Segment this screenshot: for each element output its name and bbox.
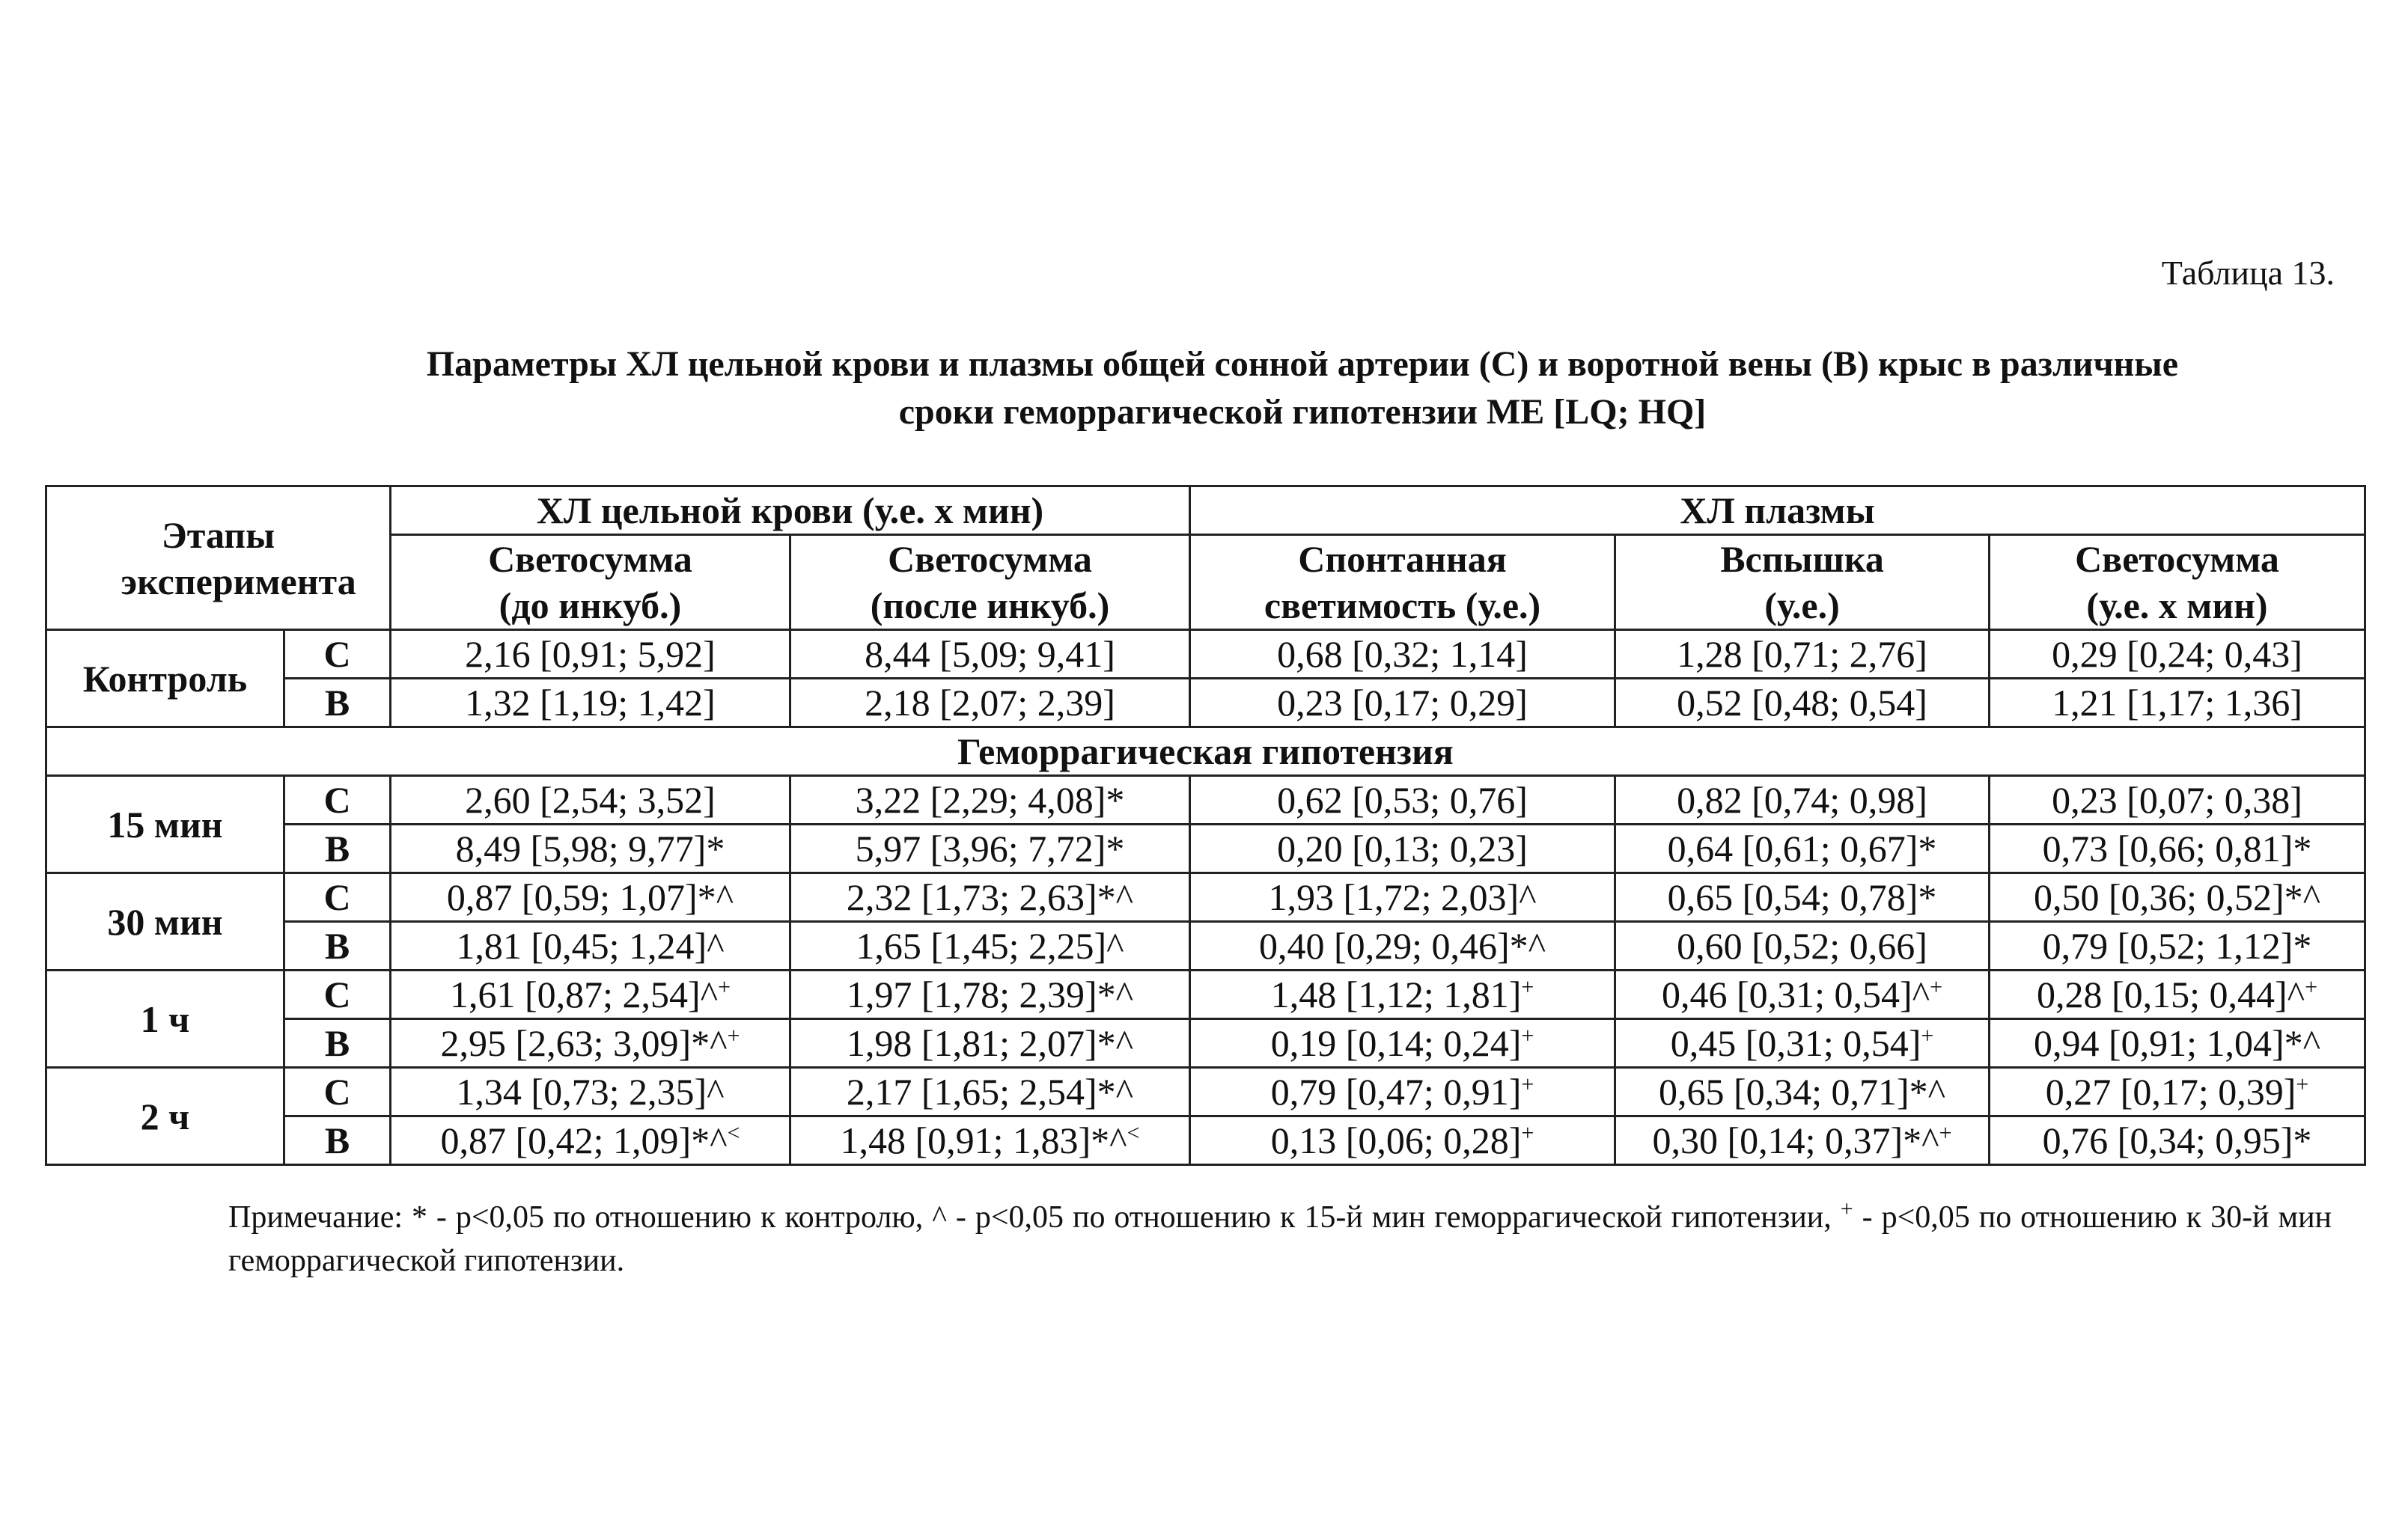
- blood-group-header: ХЛ цельной крови (у.е. х мин): [391, 486, 1190, 535]
- table-row: [46, 971, 2365, 1019]
- cell-value: 0,60 [0,52; 0,66]: [1677, 925, 1927, 967]
- value-cell: 1,32 [1,19; 1,42]: [391, 679, 790, 727]
- col-header-4: Вспышка (у.е.): [1615, 535, 1990, 630]
- value-cell: [1615, 1068, 1990, 1116]
- value-cell: [1990, 873, 2365, 922]
- cell-value: 0,76 [0,34; 0,95]*: [2042, 1119, 2312, 1161]
- cell-superscript: +: [2305, 974, 2318, 1000]
- stage-label: Контроль: [46, 630, 284, 727]
- cell-superscript: <: [1127, 1120, 1140, 1146]
- value-cell: [1190, 1068, 1615, 1116]
- value-cell: 0,29 [0,24; 0,43]: [1990, 630, 2365, 679]
- cell-value: 2,95 [2,63; 3,09]*^: [440, 1022, 728, 1064]
- value-cell: [1190, 873, 1615, 922]
- stage-label: 1 ч: [46, 971, 284, 1068]
- cell-value: 0,27 [0,17; 0,39]: [2045, 1071, 2296, 1113]
- cell-value: 1,65 [1,45; 2,25]^: [856, 925, 1124, 967]
- vessel-label: В: [284, 1019, 391, 1068]
- table-row: [46, 1116, 2365, 1165]
- cell-superscript: <: [727, 1120, 740, 1146]
- value-cell: [1990, 1019, 2365, 1068]
- cell-value: 0,28 [0,15; 0,44]^: [2036, 974, 2305, 1015]
- cell-value: 0,73 [0,66; 0,81]*: [2042, 828, 2312, 870]
- value-cell: [1190, 922, 1615, 971]
- value-cell: [790, 1068, 1190, 1116]
- cell-superscript: +: [1921, 1023, 1934, 1048]
- value-cell: [1615, 1116, 1990, 1165]
- cell-superscript: +: [1521, 974, 1534, 1000]
- cell-value: 1,97 [1,78; 2,39]*^: [846, 974, 1134, 1015]
- col-header-1: Светосумма (до инкуб.): [391, 535, 790, 630]
- cell-value: 1,61 [0,87; 2,54]^: [449, 974, 719, 1015]
- value-cell: 1,21 [1,17; 1,36]: [1990, 679, 2365, 727]
- cell-value: 0,64 [0,61; 0,67]*: [1667, 828, 1937, 870]
- cell-value: 0,45 [0,31; 0,54]: [1670, 1022, 1921, 1064]
- section-row: [46, 727, 2365, 776]
- value-cell: [790, 971, 1190, 1019]
- value-cell: 0,23 [0,17; 0,29]: [1190, 679, 1615, 727]
- table-row: [46, 825, 2365, 873]
- value-cell: [1190, 1116, 1615, 1165]
- value-cell: [391, 1116, 790, 1165]
- cell-superscript: +: [1521, 1120, 1534, 1146]
- value-cell: [1615, 1019, 1990, 1068]
- header-row-2: [46, 535, 2365, 630]
- value-cell: [391, 1068, 790, 1116]
- cell-value: 0,13 [0,06; 0,28]: [1270, 1119, 1522, 1161]
- cell-value: 0,79 [0,47; 0,91]: [1270, 1071, 1522, 1113]
- cell-value: 1,48 [1,12; 1,81]: [1270, 974, 1522, 1015]
- cell-value: 3,22 [2,29; 4,08]*: [855, 779, 1125, 821]
- value-cell: [1615, 825, 1990, 873]
- value-cell: [1615, 776, 1990, 825]
- value-cell: [1615, 873, 1990, 922]
- cell-value: 1,93 [1,72; 2,03]^: [1268, 876, 1537, 918]
- note-text-2: - р<0,05 по отношению к 30-й мин геморрагической гипотензии.: [228, 1200, 2332, 1278]
- table-title: [292, 340, 2313, 436]
- cell-value: 0,65 [0,54; 0,78]*: [1667, 876, 1937, 918]
- value-cell: [1990, 825, 2365, 873]
- value-cell: [391, 1019, 790, 1068]
- value-cell: [1990, 922, 2365, 971]
- value-cell: 2,16 [0,91; 5,92]: [391, 630, 790, 679]
- value-cell: [1990, 1068, 2365, 1116]
- note-superscript: +: [1840, 1197, 1853, 1221]
- table-row: [46, 873, 2365, 922]
- vessel-label: В: [284, 825, 391, 873]
- table-row: [46, 630, 2365, 679]
- table-note: [228, 1196, 2332, 1283]
- col-header-3: Спонтанная светимость (у.е.): [1190, 535, 1615, 630]
- value-cell: [1190, 971, 1615, 1019]
- value-cell: [790, 776, 1190, 825]
- cell-value: 0,30 [0,14; 0,37]*^: [1652, 1119, 1939, 1161]
- vessel-label: В: [284, 922, 391, 971]
- vessel-label: С: [284, 1068, 391, 1116]
- vessel-label: С: [284, 971, 391, 1019]
- cell-value: 0,94 [0,91; 1,04]*^: [2033, 1022, 2321, 1064]
- value-cell: [790, 873, 1190, 922]
- table-title-line2: сроки геморрагической гипотензии МЕ [LQ; HQ]: [898, 392, 1707, 432]
- value-cell: 1,28 [0,71; 2,76]: [1615, 630, 1990, 679]
- stage-label: 15 мин: [46, 776, 284, 873]
- cell-value: 0,46 [0,31; 0,54]^: [1661, 974, 1930, 1015]
- value-cell: [391, 971, 790, 1019]
- table-title-line1: Параметры ХЛ цельной крови и плазмы общей сонной артерии (С) и воротной вены (В) крыс в различные: [426, 344, 2179, 384]
- cell-value: 2,60 [2,54; 3,52]: [465, 779, 716, 821]
- value-cell: [1190, 776, 1615, 825]
- value-cell: [1190, 1019, 1615, 1068]
- data-table: [45, 485, 2366, 1166]
- vessel-label: В: [284, 1116, 391, 1165]
- cell-superscript: +: [1930, 974, 1943, 1000]
- cell-value: 2,32 [1,73; 2,63]*^: [846, 876, 1134, 918]
- table-row: [46, 679, 2365, 727]
- value-cell: [790, 1116, 1190, 1165]
- cell-value: 0,65 [0,34; 0,71]*^: [1658, 1071, 1946, 1113]
- cell-value: 0,50 [0,36; 0,52]*^: [2033, 876, 2321, 918]
- value-cell: [1615, 922, 1990, 971]
- value-cell: [391, 873, 790, 922]
- cell-value: 8,49 [5,98; 9,77]*: [455, 828, 725, 870]
- value-cell: 0,68 [0,32; 1,14]: [1190, 630, 1615, 679]
- table-row: [46, 922, 2365, 971]
- col-header-2: Светосумма (после инкуб.): [790, 535, 1190, 630]
- value-cell: [790, 825, 1190, 873]
- vessel-label: С: [284, 630, 391, 679]
- cell-value: 0,79 [0,52; 1,12]*: [2042, 925, 2312, 967]
- value-cell: 8,44 [5,09; 9,41]: [790, 630, 1190, 679]
- table-row: [46, 1019, 2365, 1068]
- cell-value: 0,19 [0,14; 0,24]: [1270, 1022, 1522, 1064]
- cell-value: 0,87 [0,42; 1,09]*^: [440, 1119, 728, 1161]
- cell-superscript: +: [2296, 1072, 2309, 1097]
- value-cell: [391, 825, 790, 873]
- value-cell: [1990, 1116, 2365, 1165]
- cell-superscript: +: [718, 974, 731, 1000]
- value-cell: [1190, 825, 1615, 873]
- header-row-1: [46, 486, 2365, 535]
- cell-value: 0,40 [0,29; 0,46]*^: [1258, 925, 1546, 967]
- cell-value: 0,82 [0,74; 0,98]: [1677, 779, 1927, 821]
- cell-value: 0,87 [0,59; 1,07]*^: [446, 876, 734, 918]
- vessel-label: В: [284, 679, 391, 727]
- table-row: [46, 776, 2365, 825]
- value-cell: [790, 1019, 1190, 1068]
- cell-value: 1,48 [0,91; 1,83]*^: [840, 1119, 1127, 1161]
- value-cell: [391, 922, 790, 971]
- cell-superscript: +: [1939, 1120, 1952, 1146]
- cell-value: 0,20 [0,13; 0,23]: [1277, 828, 1528, 870]
- vessel-label: С: [284, 873, 391, 922]
- cell-value: 2,17 [1,65; 2,54]*^: [846, 1071, 1134, 1113]
- value-cell: 0,52 [0,48; 0,54]: [1615, 679, 1990, 727]
- section-label: Геморрагическая гипотензия: [46, 727, 2365, 776]
- value-cell: [1990, 776, 2365, 825]
- value-cell: [1615, 971, 1990, 1019]
- cell-superscript: +: [727, 1023, 740, 1048]
- cell-value: 1,98 [1,81; 2,07]*^: [846, 1022, 1134, 1064]
- vessel-label: С: [284, 776, 391, 825]
- cell-value: 0,23 [0,07; 0,38]: [2052, 779, 2302, 821]
- cell-superscript: +: [1521, 1072, 1534, 1097]
- cell-superscript: +: [1521, 1023, 1534, 1048]
- stage-label: 2 ч: [46, 1068, 284, 1165]
- stage-label: 30 мин: [46, 873, 284, 971]
- value-cell: [391, 776, 790, 825]
- col-header-5: Светосумма (у.е. х мин): [1990, 535, 2365, 630]
- cell-value: 5,97 [3,96; 7,72]*: [855, 828, 1125, 870]
- cell-value: 0,62 [0,53; 0,76]: [1277, 779, 1528, 821]
- note-text-1: Примечание: * - р<0,05 по отношению к контролю, ^ - р<0,05 по отношению к 15-й мин геморрагической гипотензии,: [228, 1200, 1832, 1235]
- value-cell: 2,18 [2,07; 2,39]: [790, 679, 1190, 727]
- cell-value: 1,81 [0,45; 1,24]^: [456, 925, 725, 967]
- value-cell: [790, 922, 1190, 971]
- plasma-group-header: ХЛ плазмы: [1190, 486, 2365, 535]
- table-row: [46, 1068, 2365, 1116]
- value-cell: [1990, 971, 2365, 1019]
- stages-header: Этапы эксперимента: [46, 486, 391, 630]
- cell-value: 1,34 [0,73; 2,35]^: [456, 1071, 725, 1113]
- table-number: Таблица 13.: [2161, 254, 2335, 292]
